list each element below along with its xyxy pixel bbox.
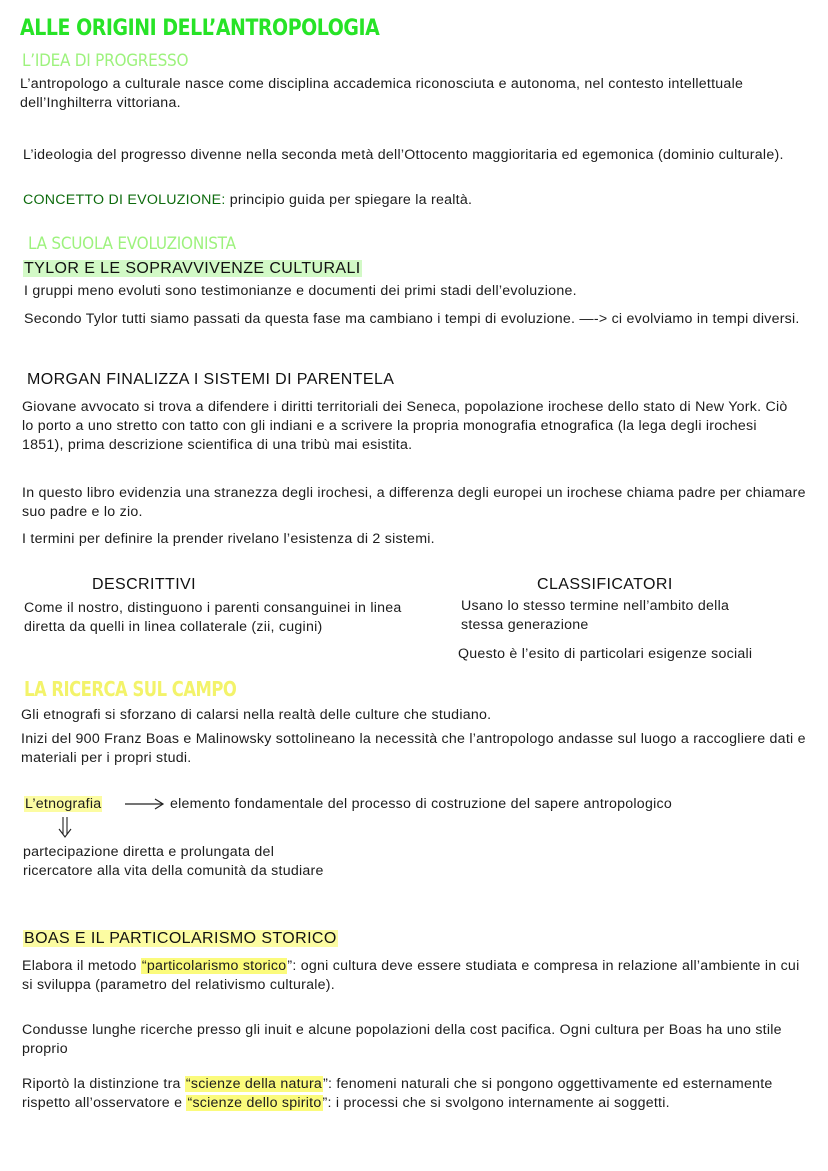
tylor-paragraph-2: Secondo Tylor tutti siamo passati da questa fase ma cambiano i tempi di evoluzione. —-> ci evolviamo in tempi diversi. bbox=[24, 311, 800, 327]
section-heading-progress: L’IDEA DI PROGRESSO bbox=[22, 51, 189, 71]
ethnography-subtext: partecipazione diretta e prolungata del ricercatore alla vita della comunità da studiare bbox=[23, 844, 324, 879]
ethnography-text: elemento fondamentale del processo di costruzione del sapere antropologico bbox=[170, 796, 672, 812]
concept-line bbox=[23, 191, 803, 210]
classificatory-note: Questo è l’esito di particolari esigenze sociali bbox=[458, 646, 753, 662]
tylor-paragraph-1: I gruppi meno evoluti sono testimonianze e documenti dei primi stadi dell’evoluzione. bbox=[24, 283, 577, 299]
concept-text: principio guida per spiegare la realtà. bbox=[225, 192, 473, 208]
down-arrow-icon bbox=[58, 815, 72, 839]
right-arrow-icon bbox=[124, 797, 166, 811]
page-title: ALLE ORIGINI DELL’ANTROPOLOGIA bbox=[20, 16, 380, 41]
field-paragraph-1: Gli etnografi si sforzano di calarsi nella realtà delle culture che studiano. bbox=[21, 707, 492, 723]
morgan-paragraph-3: I termini per definire la prender rivelano l’esistenza di 2 sistemi. bbox=[22, 531, 435, 547]
classificatory-text: Usano lo stesso termine nell’ambito della stessa generazione bbox=[461, 598, 730, 633]
ethnography-label: L’etnografia bbox=[25, 796, 102, 812]
boas-paragraph-2: Condusse lunghe ricerche presso gli inuit e alcune popolazioni della cost pacifica. Ogni cultura per Boas ha uno stile proprio bbox=[22, 1022, 782, 1057]
descriptive-text: Come il nostro, distinguono i parenti consanguinei in linea diretta da quelli in linea collaterale (zii, cugini) bbox=[24, 600, 402, 635]
tylor-heading: TYLOR E LE SOPRAVVIVENZE CULTURALI bbox=[24, 260, 361, 277]
section-heading-field: LA RICERCA SUL CAMPO bbox=[24, 677, 237, 701]
concept-label: CONCETTO DI EVOLUZIONE: bbox=[23, 192, 226, 208]
boas-heading: BOAS E IL PARTICOLARISMO STORICO bbox=[24, 930, 337, 947]
section-heading-evolution: LA SCUOLA EVOLUZIONISTA bbox=[28, 234, 236, 254]
progress-paragraph-1: L’antropologo a culturale nasce come disciplina accademica riconosciuta e autonoma, nel contesto intellettuale dell’Inghilterra vittoriana. bbox=[20, 76, 744, 111]
boas-paragraph-3: Riportò la distinzione tra “scienze della natura”: fenomeni naturali che si pongono oggettivamente ed esternamente rispetto all’osservatore e “scienze dello spirito”: i processi che si svolgono internamente ai soggetti. bbox=[22, 1076, 773, 1111]
progress-paragraph-2: L’ideologia del progresso divenne nella seconda metà dell’Ottocento maggioritaria ed egemonica (dominio culturale). bbox=[23, 147, 784, 163]
morgan-heading: MORGAN FINALIZZA I SISTEMI DI PARENTELA bbox=[27, 371, 395, 388]
morgan-paragraph-2: In questo libro evidenzia una stranezza degli irochesi, a differenza degli europei un irochese chiama padre per chiamare suo padre e lo zio. bbox=[22, 485, 806, 520]
field-paragraph-2: Inizi del 900 Franz Boas e Malinowsky sottolineano la necessità che l’antropologo andasse sul luogo a raccogliere dati e materiali per i propri studi. bbox=[21, 731, 806, 766]
descriptive-heading: DESCRITTIVI bbox=[92, 576, 196, 593]
morgan-paragraph-1: Giovane avvocato si trova a difendere i diritti territoriali dei Seneca, popolazione irochese dello stato di New York. Ciò lo porto a uno stretto con tatto con gli indiani e a scrivere la propria monografia etnografica (la lega degli irochesi 1851), prima descrizione scientifica di una tribù mai esistita. bbox=[22, 399, 788, 453]
boas-paragraph-1: Elabora il metodo “particolarismo storico”: ogni cultura deve essere studiata e compresa in relazione all’ambiente in cui si sviluppa (parametro del relativismo culturale). bbox=[22, 958, 800, 993]
classificatory-heading: CLASSIFICATORI bbox=[537, 576, 673, 593]
